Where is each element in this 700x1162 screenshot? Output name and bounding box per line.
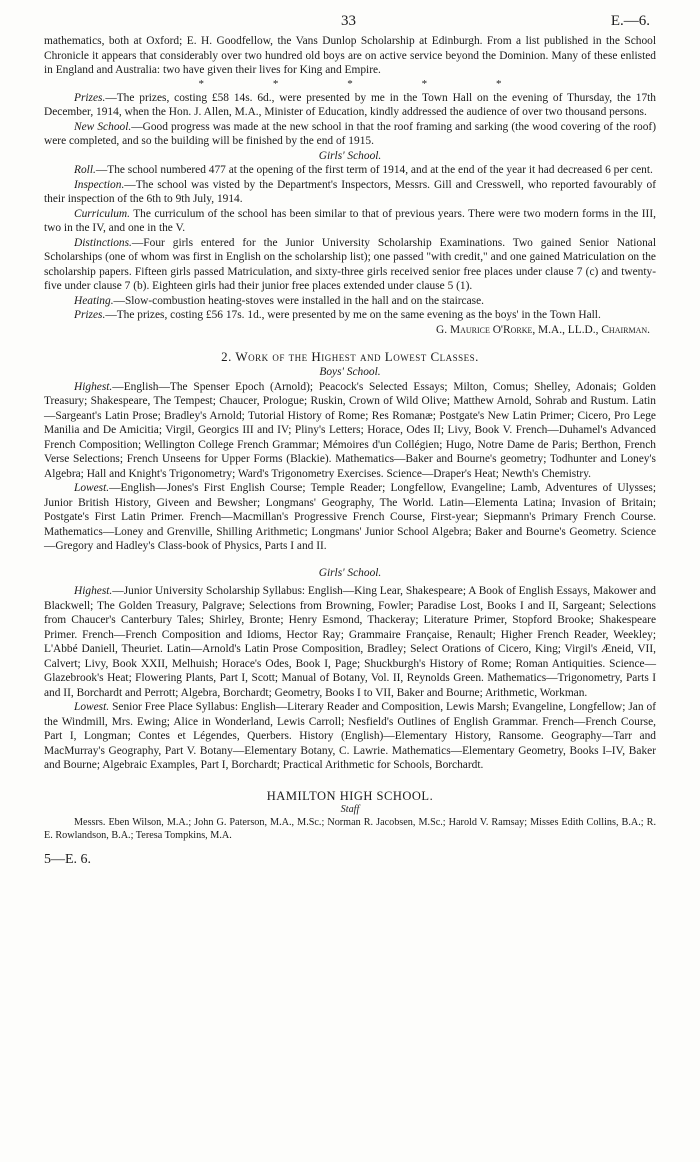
document-reference: E.—6. bbox=[610, 13, 650, 29]
heating-paragraph bbox=[44, 294, 656, 309]
prizes-girls-paragraph bbox=[44, 308, 656, 323]
separator-star: * bbox=[496, 77, 502, 90]
distinctions-label: Distinctions. bbox=[74, 236, 132, 249]
intro-paragraph: mathematics, both at Oxford; E. H. Goodfellow, the Vans Dunlop Scholarship at Edinburgh. From a list published in the School Chronicle it appears that considerably over two hundred old boys are on active service beyond the Dominion. Many of these enlisted in England and Australia: two have given their lives for King and Empire. bbox=[44, 35, 656, 76]
page-number: 33 bbox=[341, 13, 356, 29]
girls-highest-label: Highest. bbox=[74, 585, 113, 597]
section-separator bbox=[44, 78, 656, 91]
new-school-paragraph bbox=[44, 120, 656, 149]
roll-paragraph bbox=[44, 163, 656, 178]
heating-label: Heating. bbox=[74, 294, 114, 307]
inspection-text: —The school was visted by the Department's Inspectors, Messrs. Gill and Cresswell, who reported favourably of their inspection of the 6th to 9th July, 1914. bbox=[44, 178, 656, 205]
girls-school-heading: Girls' School. bbox=[318, 149, 382, 162]
roll-label: Roll. bbox=[74, 164, 96, 176]
separator-star: * bbox=[347, 77, 353, 90]
boys-lowest-label: Lowest. bbox=[74, 482, 110, 494]
boys-school-heading: Boys' School. bbox=[319, 366, 381, 378]
document-page bbox=[44, 0, 656, 868]
boys-lowest-text: —English—Jones's First English Course; Temple Reader; Longfellow, Evangeline; Lamb, Adventures of Ulysses; Junior British History, Giveen and Bewsher; Longmans' Geography, The World. Latin—Elementa Latina; Invasion of Britain; Postgate's First Latin Primer. French—Macmillan's Progressive French Course, First-year; Siepmann's Primary French Course. Mathematics—Loney and Grenville, Shilling Arithmetic; Longmans' Junior School Algebra; Baker and Bourne's Geometry. Science—Gregory and Hadley's Class-book of Physics, Parts I and II. bbox=[44, 482, 656, 552]
distinctions-text: —Four girls entered for the Junior University Scholarship Examinations. Two gained Senior National Scholarships (one of whom was first in English on the scholarship list); one passed "with credit," and one gained Matriculation on the scholarship papers. Fifteen girls passed Matriculation, and sixty-three girls received senior free places under clause 7 (c) and twenty-five under clause 7 (b). Eighteen girls had their junior free places extended under clause 5 (1). bbox=[44, 236, 656, 292]
girls-school-heading-2: Girls' School. bbox=[318, 566, 382, 579]
separator-star: * bbox=[198, 77, 204, 90]
boys-highest-text: —English—The Spenser Epoch (Arnold); Peacock's Selected Essays; Milton, Comus; Shelley, Adonais; Golden Treasury; Shakespeare, The Tempest; Chaucer, Prologue; Ruskin, Crown of Wild Olive; Matthew Arnold, Sohrab and Rustum. Latin—Sargeant's Latin Prose; Bradley's Arnold; Tutorial History of Rome; Res Romanæ; Postgate's New Latin Primer; Cicero, Pro Lege Manilia and De Amicitia; Virgil, Georgics III and IV; Pliny's Letters; Horace, Odes II; Livy, Book V. French—Duhamel's Advanced French Composition; Wellington College French Grammar; Mémoires d'un Collégien; Hugo, Notre Dame de Paris; Berthon, French Verse Selections; French Unseens for Upper Forms (Blackie). Mathematics—Baker and Bourne's geometry; Todhunter and Loney's Algebra; Hall and Knight's Trigonometry; Ward's Trigonometry Exercises. Science—Draper's Heat; Newth's Chemistry. bbox=[44, 380, 656, 480]
prizes-text: —The prizes, costing £58 14s. 6d., were presented by me in the Town Hall on the evening of Thursday, the 17th December, 1914, when the Hon. J. Allen, M.A., Minister of Education, kindly addressed the audience of over two thousand persons. bbox=[44, 91, 656, 118]
prizes-paragraph bbox=[44, 91, 656, 120]
inspection-label: Inspection. bbox=[74, 178, 125, 191]
girls-lowest-label: Lowest. bbox=[74, 701, 110, 713]
curriculum-text: The curriculum of the school has been similar to that of previous years. There were two modern forms in the III, two in the IV, and one in the V. bbox=[44, 207, 656, 234]
new-school-text: —Good progress was made at the new school in that the roof framing and sarking (the wood covering of the roof) were completed, and so the building will be finished by the end of 1915. bbox=[44, 120, 656, 147]
prizes-label: Prizes. bbox=[74, 91, 106, 104]
separator-star: * bbox=[272, 77, 279, 90]
roll-text: —The school numbered 477 at the opening of the first term of 1914, and at the end of the year it had decreased 6 per cent. bbox=[95, 164, 653, 176]
boys-lowest-paragraph bbox=[44, 481, 656, 554]
curriculum-label: Curriculum. bbox=[74, 207, 131, 220]
inspection-paragraph bbox=[44, 178, 656, 207]
staff-heading: Staff bbox=[340, 804, 360, 815]
girls-lowest-text: Senior Free Place Syllabus: English—Literary Reader and Composition, Lewis Marsh; Evangeline, Longfellow; Jan of the Windmill, Mrs. Ewing; Alice in Wonderland, Lewis Carroll; Nesfield's Outlines of English Grammar. French—French Course, Part I, Longman; Contes et Légendes, Querbers. History (English)—Elementary History, Ransome. Geography—Tarr and MacMurray's Geography, Part V. Botany—Elementary Botany, C. Lawrie. Mathematics—Elementary Geometry, Books I–IV, Baker and Bourne; Algebraic Examples, Part I, Borchardt; Practical Arithmetic for Schools, Borchardt. bbox=[44, 701, 656, 771]
prizes-girls-label: Prizes. bbox=[74, 309, 106, 321]
boys-highest-paragraph bbox=[44, 380, 656, 482]
boys-highest-label: Highest. bbox=[74, 380, 113, 393]
page-header bbox=[44, 0, 656, 30]
hamilton-title: HAMILTON HIGH SCHOOL. bbox=[266, 788, 434, 803]
separator-star: * bbox=[421, 77, 428, 90]
curriculum-paragraph bbox=[44, 207, 656, 236]
section-2-title: 2. Work of the Highest and Lowest Classes. bbox=[221, 349, 479, 364]
new-school-label: New School. bbox=[74, 120, 132, 133]
girls-lowest-paragraph bbox=[44, 700, 656, 773]
distinctions-paragraph bbox=[44, 236, 656, 294]
chairman-signature: G. Maurice O'Rorke, M.A., LL.D., Chairman. bbox=[436, 323, 650, 336]
heating-text: —Slow-combustion heating-stoves were installed in the hall and on the staircase. bbox=[113, 294, 484, 307]
staff-list: Messrs. Eben Wilson, M.A.; John G. Paterson, M.A., M.Sc.; Norman R. Jacobsen, M.Sc.; Harold V. Ramsay; Misses Edith Collins, B.A.; R. E. Rowlandson, B.A.; Teresa Tompkins, M.A. bbox=[44, 817, 656, 841]
girls-highest-text: —Junior University Scholarship Syllabus: English—King Lear, Shakespeare; A Book of English Essays, Makower and Blackwell; The Golden Treasury, Palgrave; Selections from Browning, Fowler; Paradise Lost, Books I and II, Sargeant; Selections from Chaucer's Canterbury Tales; Shirley, Bronte; Henry Esmond, Thackeray; Literature Primer, Stopford Brooke; Shakespeare Primer. French—French Composition and Idioms, Hector Ray; Grammaire Française, Renault; Higher French Reader, Weekley; L'Abbé Daniell, Theuriet. Latin—Arnold's Latin Prose Composition, Bradley; Select Orations of Cicero, King; Virgil's Æneid, VII, Calvert; Livy, Book XXII, Melhuish; Horace's Odes, Book I, Page; Shuckburgh's History of Rome; Roman Antiquities. Science—Glazebrook's Heat; Flowering Plants, Part I, Scott; Manual of Botany, Vol. II, Reynolds Green. Mathematics—Trigonometry, Parts I and II, Borchardt and Perrott; Algebra, Borchardt; Geometry, Books I to VII, Baker and Bourne; Arithmetic, Workman. bbox=[44, 585, 656, 699]
prizes-girls-text: —The prizes, costing £56 17s. 1d., were presented by me on the same evening as the boys' in the Town Hall. bbox=[105, 309, 601, 321]
footer-reference: 5—E. 6. bbox=[44, 852, 92, 867]
girls-highest-paragraph bbox=[44, 584, 656, 700]
